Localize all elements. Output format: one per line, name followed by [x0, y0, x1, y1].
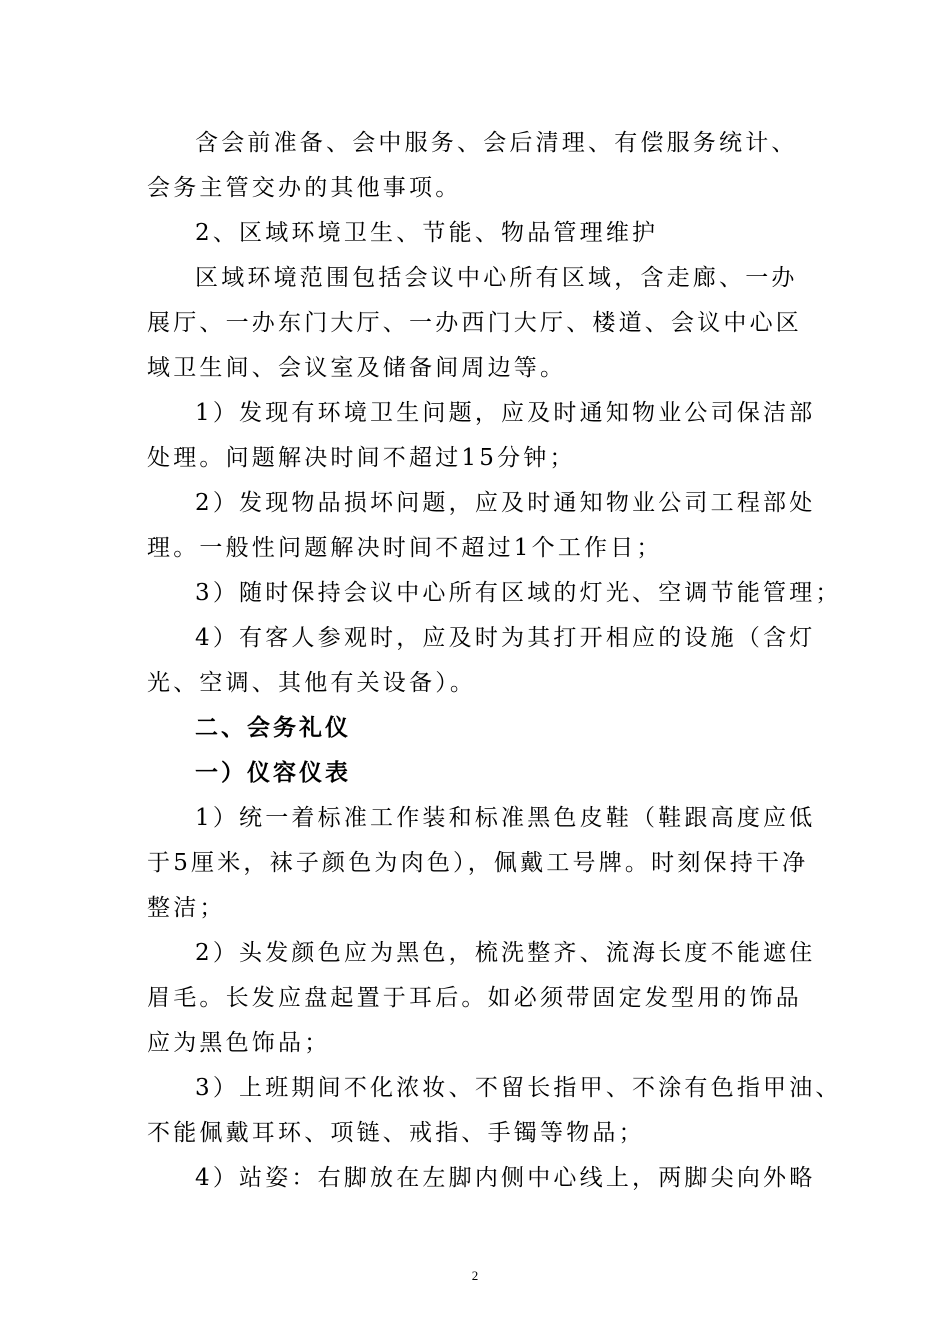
section-heading: 2、区域环境卫生、节能、物品管理维护	[195, 220, 659, 246]
list-item-line: 3）随时保持会议中心所有区域的灯光、空调节能管理；	[195, 580, 842, 606]
list-item-line: 3）上班期间不化浓妆、不留长指甲、不涂有色指甲油、	[195, 1075, 842, 1101]
page-number: 2	[471, 1268, 479, 1283]
paragraph-line: 展厅、一办东门大厅、一办西门大厅、楼道、会议中心区	[147, 310, 802, 336]
list-item-line: 应为黑色饰品；	[147, 1030, 331, 1056]
list-item-line: 光、空调、其他有关设备）。	[147, 670, 477, 696]
list-item-line: 1）发现有环境卫生问题，应及时通知物业公司保洁部	[195, 400, 816, 426]
chapter-heading: 二、会务礼仪	[195, 715, 351, 741]
list-item-line: 于5厘米，袜子颜色为肉色），佩戴工号牌。时刻保持干净	[147, 850, 809, 876]
paragraph-line: 含会前准备、会中服务、会后清理、有偿服务统计、	[195, 130, 798, 156]
list-item-line: 4）站姿：右脚放在左脚内侧中心线上，两脚尖向外略	[195, 1165, 816, 1191]
list-item-line: 整洁；	[147, 895, 226, 921]
list-item-line: 眉毛。长发应盘起置于耳后。如必须带固定发型用的饰品	[147, 985, 802, 1011]
list-item-line: 不能佩戴耳环、项链、戒指、手镯等物品；	[147, 1120, 645, 1146]
list-item-line: 4）有客人参观时，应及时为其打开相应的设施（含灯	[195, 625, 816, 651]
paragraph-line: 会务主管交办的其他事项。	[147, 175, 462, 201]
list-item-line: 2）头发颜色应为黑色，梳洗整齐、流海长度不能遮住	[195, 940, 816, 966]
list-item-line: 理。一般性问题解决时间不超过1个工作日；	[147, 535, 663, 561]
paragraph-line: 区域环境范围包括会议中心所有区域，含走廊、一办	[195, 265, 798, 291]
list-item-line: 1）统一着标准工作装和标准黑色皮鞋（鞋跟高度应低	[195, 805, 816, 831]
list-item-line: 处理。问题解决时间不超过15分钟；	[147, 445, 576, 471]
list-item-line: 2）发现物品损坏问题，应及时通知物业公司工程部处	[195, 490, 816, 516]
subsection-heading: 一）仪容仪表	[195, 760, 351, 786]
paragraph-line: 域卫生间、会议室及储备间周边等。	[147, 355, 567, 381]
